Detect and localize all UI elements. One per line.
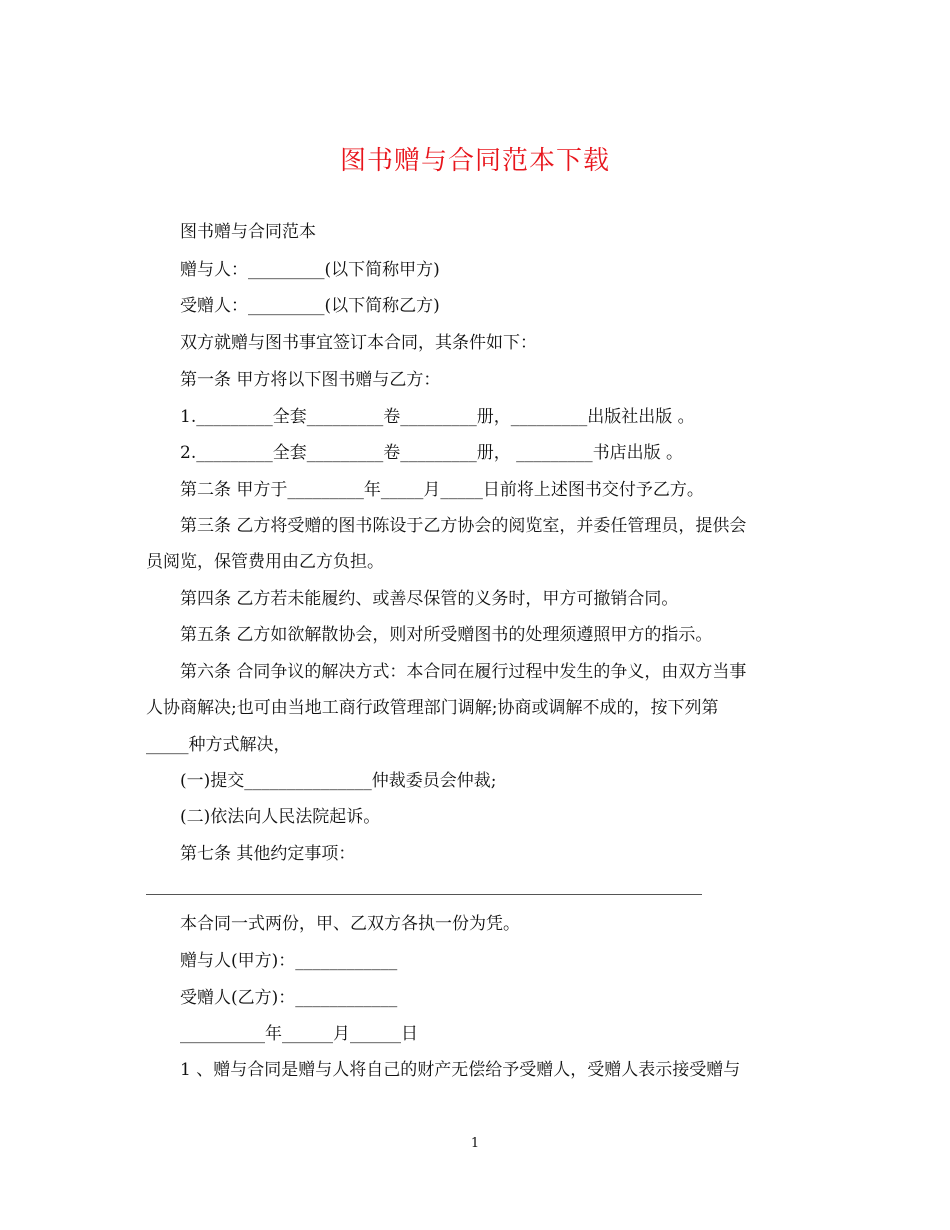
note-1: 1 、赠与合同是赠与人将自己的财产无偿给予受赠人，受赠人表示接受赠与	[180, 1060, 741, 1080]
page-number: 1	[470, 1136, 480, 1151]
article-6-cont: 人协商解决;也可由当地工商行政管理部门调解;协商或调解不成的，按下列第	[146, 698, 719, 718]
article-6: 第六条 合同争议的解决方式：本合同在履行过程中发生的争义，由双方当事	[180, 662, 747, 682]
donee-line: 受赠人：_________(以下简称乙方)	[180, 296, 440, 316]
article-3-cont: 员阅览，保管费用由乙方负担。	[146, 552, 384, 572]
intro-line: 双方就赠与图书事宜签订本合同，其条件如下：	[180, 333, 537, 353]
article-1-item-1: 1._________全套_________卷_________册，_________出版社出版 。	[180, 407, 695, 427]
article-3: 第三条 乙方将受赠的图书陈设于乙方协会的阅览室，并委任管理员，提供会	[180, 516, 747, 536]
contract-heading: 图书赠与合同范本	[180, 222, 316, 242]
article-4: 第四条 乙方若未能履约、或善尽保管的义务时，甲方可撤销合同。	[180, 589, 679, 609]
signing-date: __________年______月______日	[180, 1024, 418, 1044]
other-matters-rule	[146, 894, 702, 895]
donor-line: 赠与人：_________(以下简称甲方)	[180, 260, 440, 280]
document-title: 图书赠与合同范本下载	[339, 146, 610, 176]
article-2: 第二条 甲方于_________年_____月_____日前将上述图书交付予乙方。	[180, 480, 704, 500]
article-1: 第一条 甲方将以下图书赠与乙方：	[180, 370, 441, 390]
article-1-item-2: 2._________全套_________卷_________册， _________书店出版 。	[180, 443, 684, 463]
article-5: 第五条 乙方如欲解散协会，则对所受赠图书的处理须遵照甲方的指示。	[180, 625, 713, 645]
article-6-option-blank: _____种方式解决，	[146, 735, 291, 755]
article-7: 第七条 其他约定事项：	[180, 844, 356, 864]
donee-signature: 受赠人(乙方)：____________	[180, 988, 398, 1008]
copies-line: 本合同一式两份，甲、乙双方各执一份为凭。	[180, 914, 520, 934]
donor-signature: 赠与人(甲方)：____________	[180, 951, 398, 971]
dispute-option-1: (一)提交_______________仲裁委员会仲裁;	[180, 771, 497, 791]
dispute-option-2: (二)依法向人民法院起诉。	[180, 807, 381, 827]
